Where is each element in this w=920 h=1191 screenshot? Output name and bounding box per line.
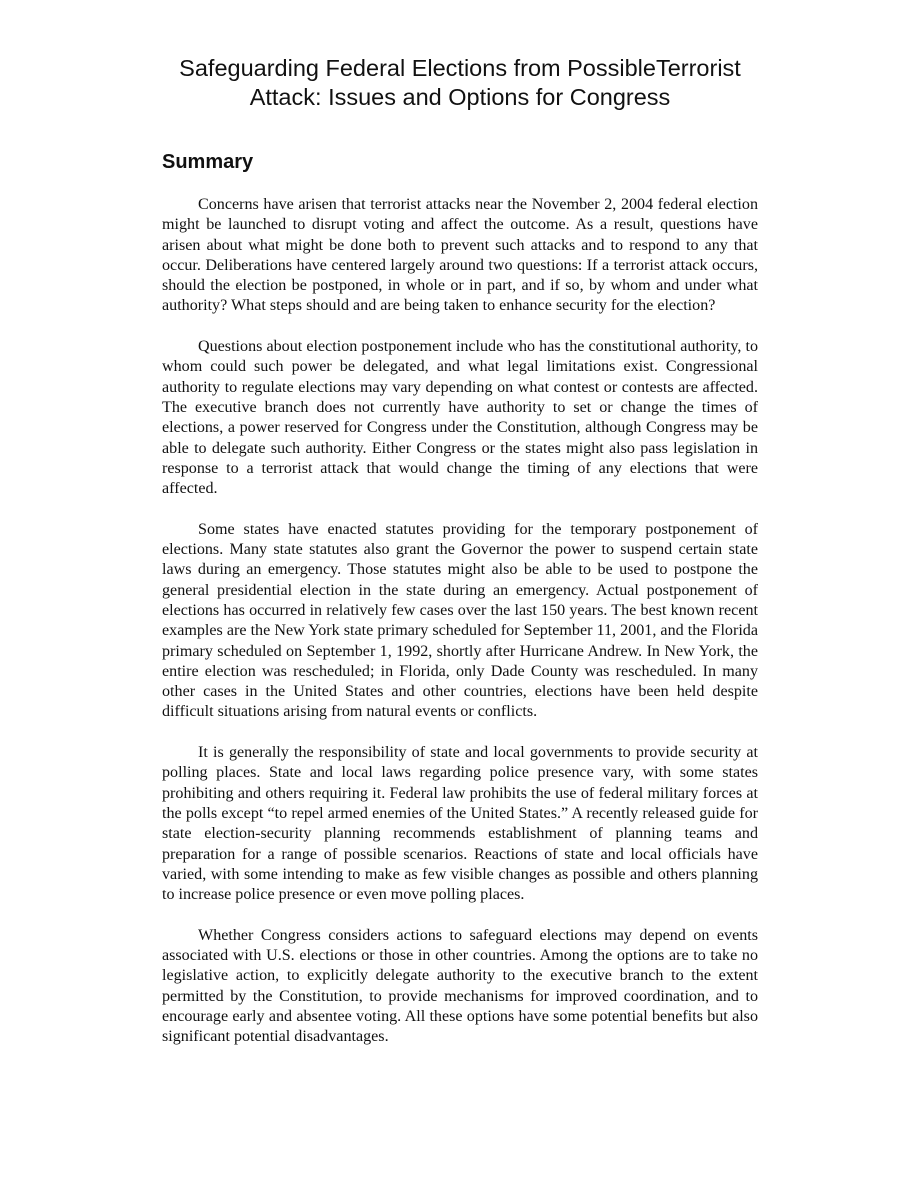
summary-body <box>162 195 758 1047</box>
document-title-line-1: Safeguarding Federal Elections from PossibleTerrorist <box>179 55 741 81</box>
section-heading-summary: Summary <box>162 151 254 173</box>
summary-paragraph-1: Concerns have arisen that terrorist attacks near the November 2, 2004 federal election might be launched to disrupt voting and affect the outcome. As a result, questions have arisen about what might be done both to prevent such attacks and to respond to any that occur. Deliberations have centered largely around two questions: If a terrorist attack occurs, should the election be postponed, in whole or in part, and if so, by whom and under what authority? What steps should and are being taken to enhance security for the election? <box>162 196 758 315</box>
summary-paragraph-5: Whether Congress considers actions to safeguard elections may depend on events associated with U.S. elections or those in other countries. Among the options are to take no legislative action, to explicitly delegate authority to the executive branch to the extent permitted by the Constitution, to provide mechanisms for improved coordination, and to encourage early and absentee voting. All these options have some potential benefits but also significant potential disadvantages. <box>162 926 758 1046</box>
document-page <box>162 54 758 1068</box>
summary-paragraph-3: Some states have enacted statutes providing for the temporary postponement of elections. Many state statutes also grant the Governor the power to suspend certain state laws during an emergency. Those statutes might also be able to be used to postpone the general presidential election in the state during an emergency. Actual postponement of elections has occurred in relatively few cases over the last 150 years. The best known recent examples are the New York state primary scheduled for September 11, 2001, and the Florida primary scheduled on September 1, 1992, shortly after Hurricane Andrew. In New York, the entire election was rescheduled; in Florida, only Dade County was rescheduled. In many other cases in the United States and other countries, elections have been held despite difficult situations arising from natural events or conflicts. <box>162 520 758 721</box>
document-title <box>162 54 758 112</box>
summary-paragraph-4: It is generally the responsibility of state and local governments to provide security at polling places. State and local laws regarding police presence vary, with some states prohibiting and others requiring it. Federal law prohibits the use of federal military forces at the polls except “to repel armed enemies of the United States.” A recently released guide for state election-security planning recommends establishment of planning teams and preparation for a range of possible scenarios. Reactions of state and local officials have varied, with some intending to make as few visible changes as possible and others planning to increase police presence or even move polling places. <box>162 744 758 904</box>
document-title-line-2: Attack: Issues and Options for Congress <box>249 84 671 110</box>
summary-paragraph-2: Questions about election postponement include who has the constitutional authority, to whom could such power be delegated, and what legal limitations exist. Congressional authority to regulate elections may vary depending on what contest or contests are affected. The executive branch does not currently have authority to set or change the times of elections, a power reserved for Congress under the Constitution, although Congress may be able to delegate such authority. Either Congress or the states might also pass legislation in response to a terrorist attack that would change the timing of any elections that were affected. <box>162 338 758 498</box>
